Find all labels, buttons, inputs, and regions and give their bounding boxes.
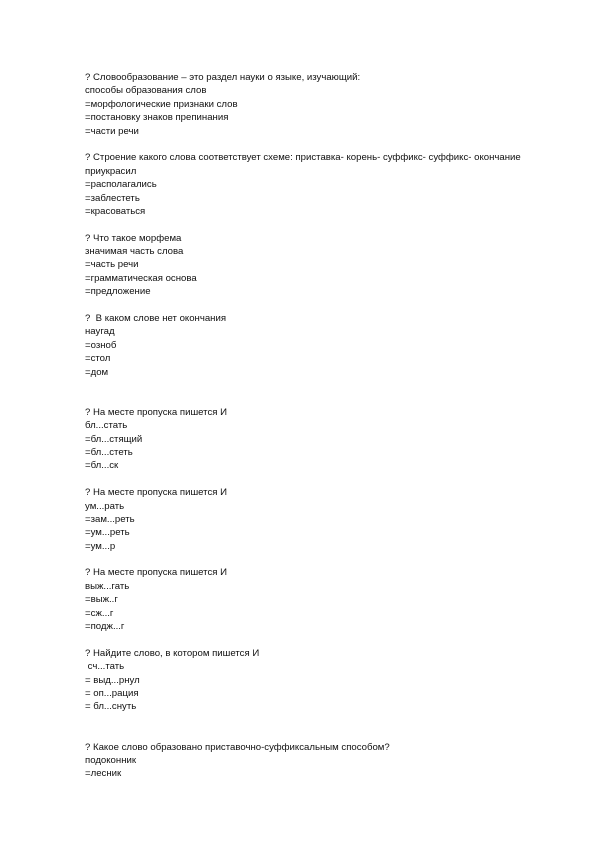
option-3: =бл...ск	[85, 460, 119, 472]
correct-answer: сч...тать	[85, 661, 125, 673]
correct-answer: способы образования слов	[85, 85, 207, 97]
question-block-5	[85, 406, 555, 473]
option-1: =бл...стящий	[85, 433, 143, 445]
option-1: =выж..г	[85, 594, 118, 606]
question-text: ? Что такое морфема	[85, 232, 182, 244]
option-3: = бл...снуть	[85, 701, 137, 713]
option-2: =ум...реть	[85, 527, 130, 539]
question-text: ? Словообразование – это раздел науки о языке, изучающий:	[85, 72, 361, 83]
question-block-8	[85, 647, 555, 714]
question-block-2	[85, 151, 555, 218]
option-2: = оп...рация	[85, 687, 139, 699]
option-3: =ум...р	[85, 540, 116, 552]
correct-answer: ум...рать	[85, 500, 125, 512]
question-block-1	[85, 71, 555, 138]
option-3: =предложение	[85, 286, 151, 298]
correct-answer: наугад	[85, 326, 115, 338]
option-2: =заблестеть	[85, 192, 140, 204]
option-2: =бл...стеть	[85, 446, 133, 458]
option-2: =постановку знаков препинания	[85, 112, 229, 124]
question-text: ? На месте пропуска пишется И	[85, 406, 228, 418]
correct-answer: выж...гать	[85, 580, 130, 592]
option-3: =подж...г	[85, 621, 125, 633]
question-block-3	[85, 232, 555, 299]
question-block-4	[85, 312, 555, 379]
question-text: ? На месте пропуска пишется И	[85, 567, 228, 579]
option-1: =располагались	[85, 179, 157, 191]
question-text: ? Найдите слово, в котором пишется И	[85, 647, 260, 659]
question-text: ? На месте пропуска пишется И	[85, 487, 228, 499]
option-1: =лесник	[85, 768, 122, 780]
document-page	[85, 71, 555, 781]
correct-answer: подоконник	[85, 754, 137, 766]
option-1: = выд...рнул	[85, 674, 140, 686]
question-text: ? Строение какого слова соответствует схеме: приставка- корень- суффикс- суффикс- окончание	[85, 152, 521, 164]
correct-answer: значимая часть слова	[85, 246, 184, 258]
question-block-9	[85, 741, 555, 781]
option-3: =части речи	[85, 125, 139, 137]
correct-answer: приукрасил	[85, 165, 137, 177]
option-2: =грамматическая основа	[85, 272, 197, 284]
question-text: ? Какое слово образовано приставочно-суффиксальным способом?	[85, 741, 390, 753]
option-1: =морфологические признаки слов	[85, 98, 238, 110]
option-1: =зам...реть	[85, 513, 135, 525]
option-3: =красоваться	[85, 205, 146, 217]
option-1: =озноб	[85, 339, 117, 351]
question-text: ? В каком слове нет окончания	[85, 313, 227, 325]
question-block-7	[85, 566, 555, 633]
option-2: =стол	[85, 353, 111, 365]
question-block-6	[85, 486, 555, 553]
correct-answer: бл...стать	[85, 420, 128, 432]
option-1: =часть речи	[85, 259, 139, 271]
option-2: =сж...г	[85, 607, 114, 619]
option-3: =дом	[85, 366, 109, 378]
